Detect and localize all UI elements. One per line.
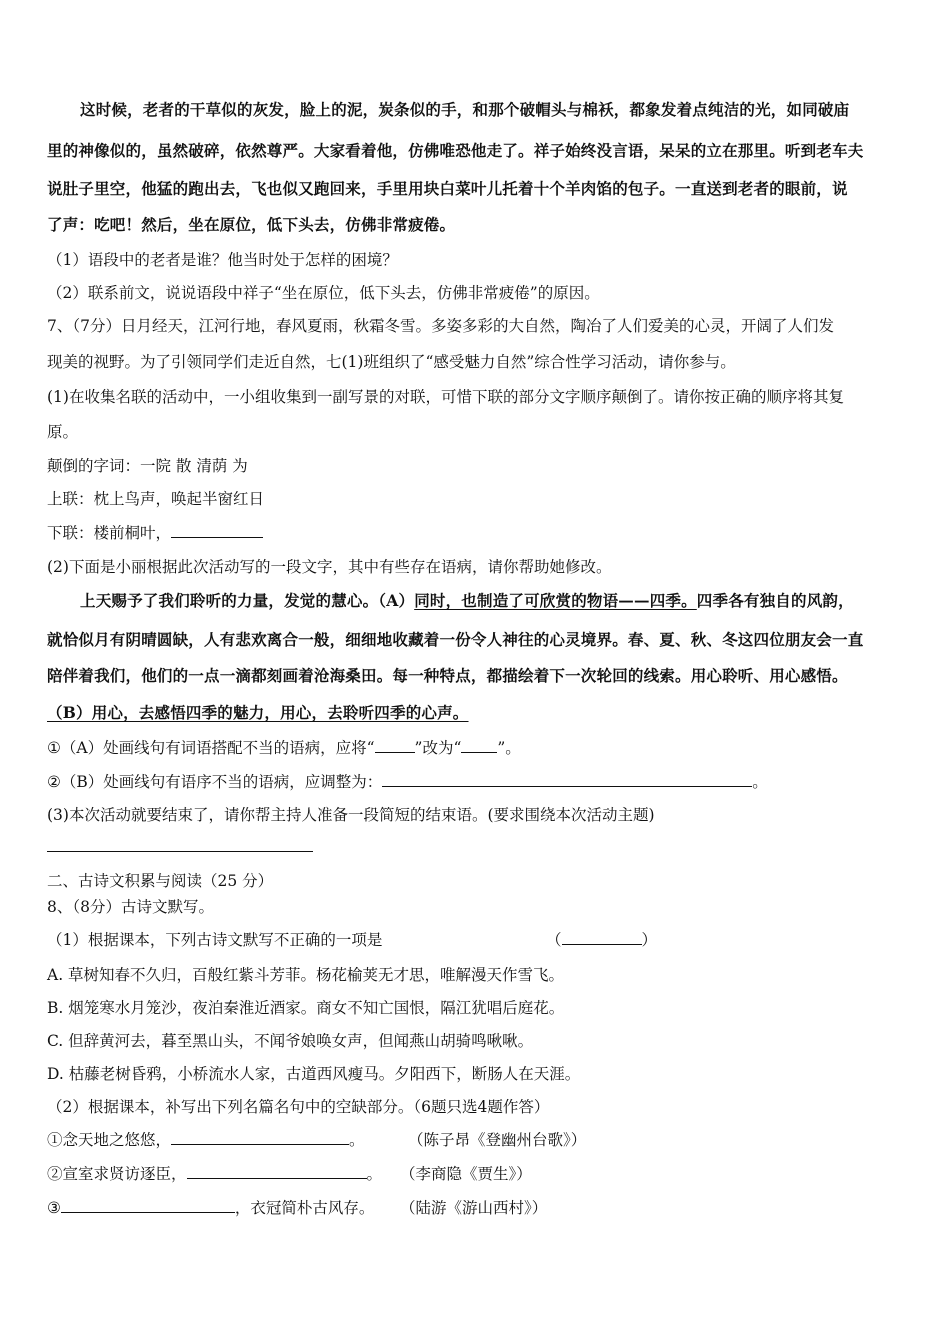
q8-subquestion-2: （2）根据课本，补写出下列名篇名句中的空缺部分。（6题只选4题作答） xyxy=(47,1098,550,1116)
upper-couplet: 上联：枕上鸟声，唤起半窗红日 xyxy=(47,490,265,508)
fill-2-blank[interactable] xyxy=(187,1164,367,1179)
paren-left: （ xyxy=(546,931,562,949)
correction-1-blank-to[interactable] xyxy=(461,738,497,753)
fill-2-text: ②宣室求贤访逐臣， xyxy=(47,1165,187,1183)
correction-2-text-a: ②（B）处画线句有语序不当的语病，应调整为： xyxy=(47,773,383,791)
lower-couplet xyxy=(47,523,263,543)
option-d: D. 枯藤老树昏鸦，小桥流水人家，古道西风瘦马。夕阳西下，断肠人在天涯。 xyxy=(47,1065,581,1083)
q7-intro-line-2: 现美的视野。为了引领同学们走近自然，七(1)班组织了“感受魅力自然”综合性学习活动，请你参与。 xyxy=(47,353,736,371)
paren-right: ） xyxy=(641,931,658,949)
q7-correction-1 xyxy=(47,738,521,758)
q7-part3: (3)本次活动就要结束了，请你帮主持人准备一段简短的结束语。(要求围绕本次活动主题) xyxy=(47,806,655,824)
fill-2 xyxy=(47,1164,382,1184)
option-b: B. 烟笼寒水月笼沙，夜泊秦淮近酒家。商女不知亡国恨，隔江犹唱后庭花。 xyxy=(47,999,565,1017)
passage-line-2: 里的神像似的，虽然破碎，依然尊严。大家看着他，仿佛唯恐他走了。祥子始终没言语，呆呆的立在那里。听到老车夫 xyxy=(47,141,864,160)
q6-subquestion-1: （1）语段中的老者是谁？他当时处于怎样的困境？ xyxy=(47,251,398,269)
correction-1-blank-from[interactable] xyxy=(375,738,415,753)
fill-1-period: 。 xyxy=(349,1131,365,1149)
q8-subquestion-1 xyxy=(47,930,382,950)
fill-1-blank[interactable] xyxy=(171,1130,349,1145)
fill-1-source: （陈子昂《登幽州台歌》） xyxy=(408,1131,587,1149)
option-c: C. 但辞黄河去，暮至黑山头，不闻爷娘唤女声，但闻燕山胡骑鸣啾啾。 xyxy=(47,1032,534,1050)
correction-1-text-a: ①（A）处画线句有词语搭配不当的语病，应将“ xyxy=(47,739,375,757)
option-a: A. 草树知春不久归，百般红紫斗芳菲。杨花榆荚无才思，唯解漫天作雪飞。 xyxy=(47,966,565,984)
passage-line-3: 说肚子里空，他猛的跑出去，飞也似又跑回来，手里用块白菜叶儿托着十个羊肉馅的包子。一直送到老者的眼前，说 xyxy=(47,179,848,198)
fill-1 xyxy=(47,1130,365,1150)
q7-part1-line-2: 原。 xyxy=(47,423,79,441)
passage-line-1: 这时候，老者的干草似的灰发，脸上的泥，炭条似的手，和那个破帽头与棉袄，都象发着点纯洁的光，如同破庙 xyxy=(80,100,850,119)
paragraph-line-1 xyxy=(80,591,854,611)
paragraph-line-1-pre: 上天赐予了我们聆听的力量，发觉的慧心。（A） xyxy=(80,591,415,610)
paragraph-line-3: 陪伴着我们，他们的一点一滴都刻画着沧海桑田。每一种特点，都描绘着下一次轮回的线索。用心聆听、用心感悟。 xyxy=(47,666,848,685)
q7-correction-2 xyxy=(47,772,768,792)
fill-3-source: （陆游《游山西村》） xyxy=(400,1199,548,1217)
paragraph-line-1-post: 四季各有独自的风韵， xyxy=(696,591,854,610)
q6-subquestion-2: （2）联系前文，说说语段中祥子“坐在原位，低下头去，仿佛非常疲倦”的原因。 xyxy=(47,284,600,302)
lower-couplet-text: 下联：楼前桐叶， xyxy=(47,524,172,542)
correction-1-text-c: ”。 xyxy=(497,739,521,757)
correction-2-text-b: 。 xyxy=(752,773,768,791)
passage-line-4: 了声：吃吧！然后，坐在原位，低下头去，仿佛非常疲倦。 xyxy=(47,215,456,234)
fill-1-text: ①念天地之悠悠， xyxy=(47,1131,172,1149)
fill-3-marker: ③ xyxy=(47,1199,61,1217)
fill-3-blank[interactable] xyxy=(61,1198,235,1213)
paragraph-line-2: 就恰似月有阴晴圆缺，人有悲欢离合一般，细细地收藏着一份令人神往的心灵境界。春、夏、秋、冬这四位朋友会一直 xyxy=(47,630,864,649)
fill-2-period: 。 xyxy=(366,1165,383,1183)
underlined-sentence-b: （B）用心，去感悟四季的魅力，用心，去聆听四季的心声。 xyxy=(47,703,469,722)
fill-3 xyxy=(47,1198,374,1218)
jumbled-words: 颠倒的字词：一院 散 清荫 为 xyxy=(47,457,248,475)
lower-couplet-answer-blank[interactable] xyxy=(171,523,263,538)
closing-remarks-answer-line[interactable] xyxy=(47,851,313,852)
fill-2-source: （李商隐《贾生》） xyxy=(400,1165,532,1183)
q8-subquestion-1-text: （1）根据课本，下列古诗文默写不正确的一项是 xyxy=(47,931,383,949)
section-2-title: 二、古诗文积累与阅读（25 分） xyxy=(47,872,274,890)
correction-1-text-b: ”改为“ xyxy=(414,739,462,757)
underlined-sentence-a: 同时，也制造了可欣赏的物语——四季。 xyxy=(414,591,697,610)
q8-title: 8、（8分）古诗文默写。 xyxy=(47,898,214,916)
q7-part1-line-1: (1)在收集名联的活动中，一小组收集到一副写景的对联，可惜下联的部分文字顺序颠倒了。请你按正确的顺序将其复 xyxy=(47,388,844,406)
correction-2-blank[interactable] xyxy=(382,772,752,787)
paragraph-line-4 xyxy=(47,703,469,723)
q7-intro-line-1: 7、（7分）日月经天，江河行地，春风夏雨，秋霜冬雪。多姿多彩的大自然，陶冶了人们爱美的心灵，开阔了人们发 xyxy=(47,317,834,335)
q7-part2: (2)下面是小丽根据此次活动写的一段文字，其中有些存在语病，请你帮助她修改。 xyxy=(47,558,612,576)
fill-3-text: ，衣冠简朴古风存。 xyxy=(234,1199,375,1217)
q8-answer-paren xyxy=(546,930,657,950)
q8-choice-blank[interactable] xyxy=(562,930,642,945)
